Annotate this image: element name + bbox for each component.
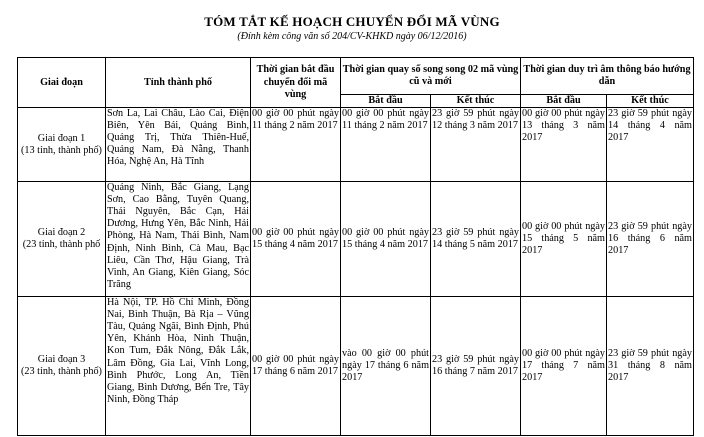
- parallel-start-time: vào 00 giờ 00 phút ngày 17 tháng 6 năm 2017: [341, 297, 431, 436]
- stage-name: Giai đoạn 3: [37, 354, 86, 365]
- stage-note: (13 tỉnh, thành phố): [21, 144, 102, 156]
- header-announcement: Thời gian duy trì âm thông báo hướng dẫn: [521, 58, 694, 95]
- table-row: [18, 108, 694, 182]
- header-parallel-end: Kết thúc: [431, 95, 521, 108]
- announce-end-time: 23 giờ 59 phút ngày 14 tháng 4 năm 2017: [607, 108, 694, 182]
- document-title: TÓM TẮT KẾ HOẠCH CHUYỂN ĐỔI MÃ VÙNG: [204, 14, 500, 29]
- header-stage: Giai đoạn: [18, 58, 106, 108]
- header-parallel-dialing: Thời gian quay số song song 02 mã vùng cũ và mới: [341, 58, 521, 95]
- parallel-end-time: 23 giờ 59 phút ngày 16 tháng 7 năm 2017: [431, 297, 521, 436]
- province-list: Quảng Ninh, Bắc Giang, Lạng Sơn, Cao Bằng, Tuyên Quang, Thái Nguyên, Bắc Cạn, Hải Dương, Hưng Yên, Bắc Ninh, Hải Phòng, Hà Nam, Thái Bình, Nam Định, Ninh Bình, Cà Mau, Bạc Liêu, Cần Thơ, Hậu Giang, Trà Vinh, An Giang, Kiên Giang, Sóc Trăng: [106, 182, 251, 297]
- announce-start-time: 00 giờ 00 phút ngày 15 tháng 5 năm 2017: [521, 182, 607, 297]
- stage-cell: [18, 297, 106, 436]
- stage-name: Giai đoạn 2: [37, 227, 86, 238]
- stage-cell: [18, 108, 106, 182]
- province-list: Sơn La, Lai Châu, Lào Cai, Điện Biên, Yên Bái, Quảng Bình, Quảng Trị, Thừa Thiên-Huế, Quảng Nam, Đà Nẵng, Thanh Hóa, Nghệ An, Hà Tĩnh: [106, 108, 251, 182]
- table-row: [18, 182, 694, 297]
- stage-cell: [18, 182, 106, 297]
- conversion-plan-table: [17, 57, 694, 436]
- header-province: Tỉnh thành phố: [106, 58, 251, 108]
- announce-start-time: 00 giờ 00 phút ngày 17 tháng 7 năm 2017: [521, 297, 607, 436]
- table-row: [18, 297, 694, 436]
- document-subtitle: (Đính kèm công văn số 204/CV-KHKD ngày 06/12/2016): [237, 31, 467, 42]
- start-conversion-time: 00 giờ 00 phút ngày 17 tháng 6 năm 2017: [251, 297, 341, 436]
- header-row: [18, 58, 694, 95]
- parallel-end-time: 23 giờ 59 phút ngày 14 tháng 5 năm 2017: [431, 182, 521, 297]
- province-list: Hà Nội, TP. Hồ Chí Minh, Đồng Nai, Bình Thuận, Bà Rịa – Vũng Tàu, Quảng Ngãi, Bình Định, Phú Yên, Khánh Hòa, Ninh Thuận, Kon Tum, Đắk Nông, Đắk Lắk, Lâm Đồng, Gia Lai, Vĩnh Long, Bình Phước, Long An, Tiền Giang, Bình Dương, Bến Tre, Tây Ninh, Đồng Tháp: [106, 297, 251, 436]
- stage-name: Giai đoạn 1: [37, 132, 86, 144]
- parallel-start-time: 00 giờ 00 phút ngày 15 tháng 4 năm 2017: [341, 182, 431, 297]
- start-conversion-time: 00 giờ 00 phút ngày 15 tháng 4 năm 2017: [251, 182, 341, 297]
- stage-note: (23 tỉnh, thành phố): [21, 366, 102, 378]
- start-conversion-time: 00 giờ 00 phút ngày 11 tháng 2 năm 2017: [251, 108, 341, 182]
- stage-note: (23 tỉnh, thành phố: [22, 239, 101, 251]
- header-announce-start: Bắt đầu: [521, 95, 607, 108]
- parallel-start-time: 00 giờ 00 phút ngày 11 tháng 2 năm 2017: [341, 108, 431, 182]
- announce-end-time: 23 giờ 59 phút ngày 16 tháng 6 năm 2017: [607, 182, 694, 297]
- parallel-end-time: 23 giờ 59 phút ngày 12 tháng 3 năm 2017: [431, 108, 521, 182]
- header-announce-end: Kết thúc: [607, 95, 694, 108]
- header-start-conversion: Thời gian bắt đầu chuyển đổi mã vùng: [251, 58, 341, 108]
- announce-end-time: 23 giờ 59 phút ngày 31 tháng 8 năm 2017: [607, 297, 694, 436]
- header-parallel-start: Bắt đầu: [341, 95, 431, 108]
- announce-start-time: 00 giờ 00 phút ngày 13 tháng 3 năm 2017: [521, 108, 607, 182]
